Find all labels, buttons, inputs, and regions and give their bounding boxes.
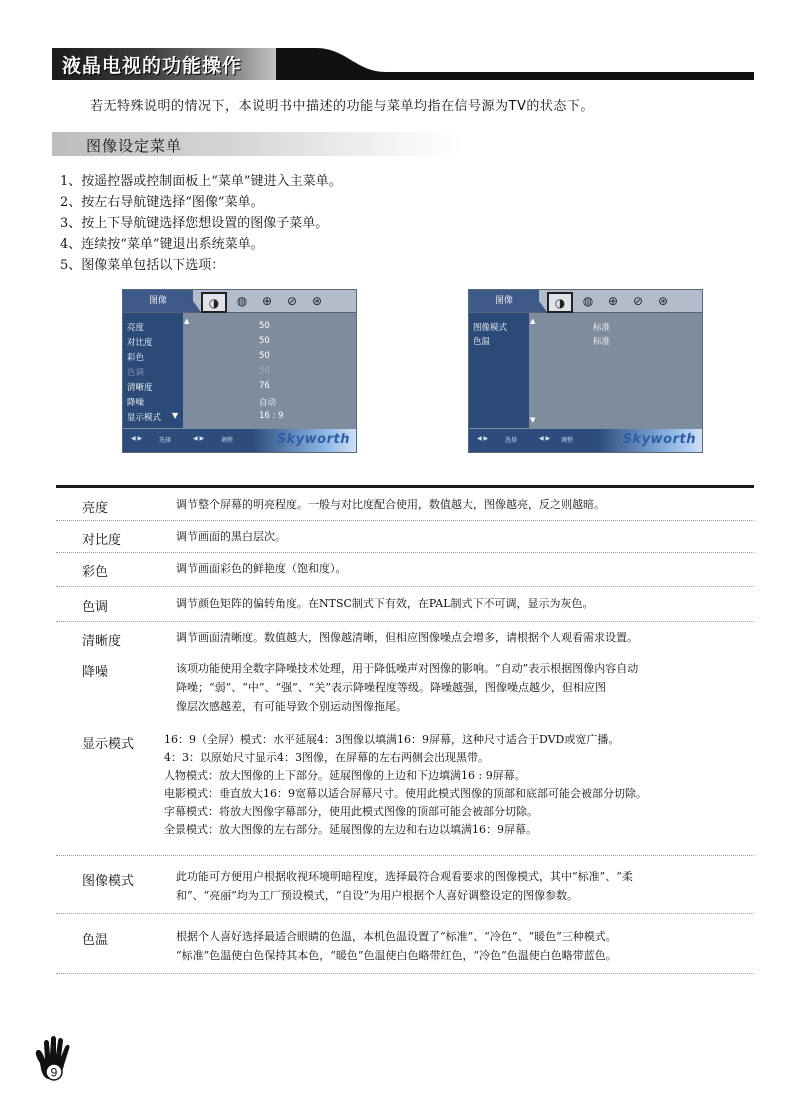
definition-desc bbox=[176, 867, 756, 905]
definition-line: 调节画面彩色的鲜艳度（饱和度）。 bbox=[176, 562, 347, 575]
osd-value: 标准 bbox=[593, 323, 611, 333]
definition-line: 字幕模式：将放大图像字幕部分，使用此模式图像的顶部可能会被部分切除。 bbox=[164, 805, 538, 818]
definition-line: 4：3：以原始尺寸显示4：3图像，在屏幕的左右两侧会出现黑带。 bbox=[164, 751, 489, 764]
osd-item: 色温 bbox=[473, 337, 491, 347]
step-item: 2、按左右导航键选择“图像”菜单。 bbox=[60, 195, 264, 210]
osd-value-column bbox=[183, 313, 356, 428]
definition-term: 彩色 bbox=[82, 565, 109, 580]
osd-value: 16 : 9 bbox=[259, 411, 284, 421]
globe-search-icon: ⊕ bbox=[607, 294, 619, 308]
contrast-icon: ◑ bbox=[201, 292, 227, 313]
definition-line: “标准”色温使白色保持其本色，“暖色”色温使白色略带红色，“冷色”色温使白色略带蓝色。 bbox=[176, 949, 617, 962]
definition-line: 全景模式：放大图像的左右部分。延展图像的左边和右边以填满16：9屏幕。 bbox=[164, 823, 537, 836]
adjust-arrows-icon: ◀ ▶ bbox=[193, 435, 205, 442]
settings-icon: ⊛ bbox=[311, 294, 323, 308]
chapter-header-bar bbox=[52, 48, 284, 80]
step-item: 3、按上下导航键选择您想设置的图像子菜单。 bbox=[60, 216, 329, 231]
definition-line: 调节颜色矩阵的偏转角度。在NTSC制式下有效，在PAL制式下不可调，显示为灰色。 bbox=[176, 597, 594, 610]
osd-item: 降噪 bbox=[127, 398, 145, 408]
definition-desc bbox=[176, 594, 756, 613]
section-divider bbox=[56, 485, 754, 488]
osd-tab-picture: 图像 bbox=[123, 290, 193, 312]
hint-select: 选择 bbox=[505, 437, 518, 444]
definition-term: 对比度 bbox=[82, 533, 122, 548]
chapter-title: 液晶电视的功能操作 bbox=[62, 55, 243, 77]
osd-value: 50 bbox=[259, 321, 270, 331]
definition-line: 此功能可方便用户根据收视环境明暗程度，选择最符合观看要求的图像模式，其中“标准”、“柔 bbox=[176, 870, 633, 883]
scroll-up-icon: ▲ bbox=[530, 317, 536, 325]
definition-term: 亮度 bbox=[82, 501, 109, 516]
scroll-down-icon: ▼ bbox=[530, 416, 536, 424]
definition-line: 该项功能使用全数字降噪技术处理，用于降低噪声对图像的影响。“自动”表示根据图像内容自动 bbox=[176, 662, 639, 675]
row-separator bbox=[56, 913, 754, 914]
definition-desc bbox=[176, 559, 756, 578]
brand-logo: Skyworth bbox=[622, 432, 696, 447]
row-separator bbox=[56, 586, 754, 587]
contrast-icon: ◑ bbox=[547, 292, 573, 313]
osd-tab-icons bbox=[201, 292, 327, 311]
definition-line: 16：9（全屏）模式：水平延展4：3图像以填满16：9屏幕，这种尺寸适合于DVD或宽广播。 bbox=[164, 733, 620, 746]
definition-line: 和”、“亮丽”均为工厂预设模式，“自设”为用户根据个人喜好调整设定的图像参数。 bbox=[176, 889, 579, 902]
osd-item-column bbox=[123, 313, 183, 428]
definition-line: 降噪；“弱”、“中”、“强”、“关”表示降噪程度等级。降噪越强，图像噪点越少，但相应图 bbox=[176, 681, 606, 694]
tools-icon: ⊘ bbox=[286, 294, 298, 308]
definition-line: 调节整个屏幕的明亮程度。一般与对比度配合使用，数值越大，图像越亮，反之则越暗。 bbox=[176, 498, 605, 511]
definition-line: 像层次感越差，有可能导致个别运动图像拖尾。 bbox=[176, 700, 407, 713]
osd-picture-mode-menu bbox=[468, 289, 703, 453]
osd-value: 76 bbox=[259, 381, 270, 391]
header-swoosh bbox=[276, 48, 754, 80]
osd-tab-picture: 图像 bbox=[469, 290, 539, 312]
sound-icon: ◍ bbox=[582, 294, 594, 308]
osd-tab-bar bbox=[123, 290, 356, 313]
row-separator bbox=[56, 855, 754, 856]
hint-adjust: 调整 bbox=[221, 437, 234, 444]
definition-term: 图像模式 bbox=[82, 874, 135, 889]
row-separator bbox=[56, 973, 754, 974]
definition-term: 色调 bbox=[82, 600, 109, 615]
osd-item: 图像模式 bbox=[473, 323, 508, 333]
settings-icon: ⊛ bbox=[657, 294, 669, 308]
definition-line: 调节画面清晰度。数值越大，图像越清晰，但相应图像噪点会增多，请根据个人观看需求设置。 bbox=[176, 631, 638, 644]
osd-picture-menu bbox=[122, 289, 357, 453]
step-item: 5、图像菜单包括以下选项： bbox=[60, 258, 225, 273]
osd-item: 色调 bbox=[127, 368, 145, 378]
scroll-down-icon: ▼ bbox=[172, 411, 179, 420]
row-separator bbox=[56, 621, 754, 622]
step-item: 1、按遥控器或控制面板上“菜单”键进入主菜单。 bbox=[60, 174, 342, 189]
page-number: 9 bbox=[50, 1065, 58, 1080]
osd-item-column bbox=[469, 313, 529, 428]
section-title: 图像设定菜单 bbox=[86, 137, 183, 155]
row-separator bbox=[56, 520, 754, 521]
osd-tab-icons bbox=[547, 292, 673, 311]
osd-item: 清晰度 bbox=[127, 383, 153, 393]
definition-term: 清晰度 bbox=[82, 634, 122, 649]
osd-value-column bbox=[529, 313, 702, 428]
definition-line: 调节画面的黑白层次。 bbox=[176, 530, 286, 543]
definition-line: 人物模式：放大图像的上下部分。延展图像的上边和下边填满16 : 9屏幕。 bbox=[164, 769, 526, 782]
nav-arrows-icon: ◀ ▶ bbox=[131, 435, 143, 442]
osd-tab-bar bbox=[469, 290, 702, 313]
definition-line: 根据个人喜好选择最适合眼睛的色温，本机色温设置了“标准”、“冷色”、“暖色”三种模式。 bbox=[176, 930, 617, 943]
definition-desc bbox=[176, 527, 756, 546]
definition-term: 降噪 bbox=[82, 665, 109, 680]
globe-search-icon: ⊕ bbox=[261, 294, 273, 308]
definition-desc bbox=[176, 659, 756, 716]
definition-desc bbox=[164, 731, 744, 839]
definition-desc bbox=[176, 927, 756, 965]
brand-logo: Skyworth bbox=[276, 432, 350, 447]
tools-icon: ⊘ bbox=[632, 294, 644, 308]
sound-icon: ◍ bbox=[236, 294, 248, 308]
definition-term: 色温 bbox=[82, 933, 109, 948]
chapter-header bbox=[52, 48, 754, 80]
osd-item: 彩色 bbox=[127, 353, 145, 363]
definition-line: 电影模式：垂直放大16：9宽幕以适合屏幕尺寸。使用此模式图像的顶部和底部可能会被部分切除。 bbox=[164, 787, 647, 800]
osd-footer bbox=[123, 429, 356, 452]
osd-value: 50 bbox=[259, 366, 270, 376]
nav-arrows-icon: ◀ ▶ bbox=[477, 435, 489, 442]
scroll-up-icon: ▲ bbox=[184, 317, 190, 325]
osd-value: 50 bbox=[259, 336, 270, 346]
osd-footer bbox=[469, 429, 702, 452]
section-header bbox=[52, 132, 462, 156]
osd-item: 亮度 bbox=[127, 323, 145, 333]
osd-value: 标准 bbox=[593, 337, 611, 347]
osd-value: 自动 bbox=[259, 398, 277, 408]
hint-select: 选择 bbox=[159, 437, 172, 444]
row-separator bbox=[56, 552, 754, 553]
steps-list bbox=[60, 171, 342, 276]
osd-item: 显示模式 bbox=[127, 413, 162, 423]
osd-item: 对比度 bbox=[127, 338, 153, 348]
page-number-hand-icon bbox=[30, 1033, 82, 1085]
definition-desc bbox=[176, 495, 756, 514]
osd-value: 50 bbox=[259, 351, 270, 361]
definition-term: 显示模式 bbox=[82, 737, 135, 752]
intro-note: 若无特殊说明的情况下，本说明书中描述的功能与菜单均指在信号源为TV的状态下。 bbox=[90, 99, 594, 114]
hint-adjust: 调整 bbox=[561, 437, 574, 444]
step-item: 4、连续按“菜单”键退出系统菜单。 bbox=[60, 237, 264, 252]
definition-desc bbox=[176, 628, 756, 647]
adjust-arrows-icon: ◀ ▶ bbox=[539, 435, 551, 442]
